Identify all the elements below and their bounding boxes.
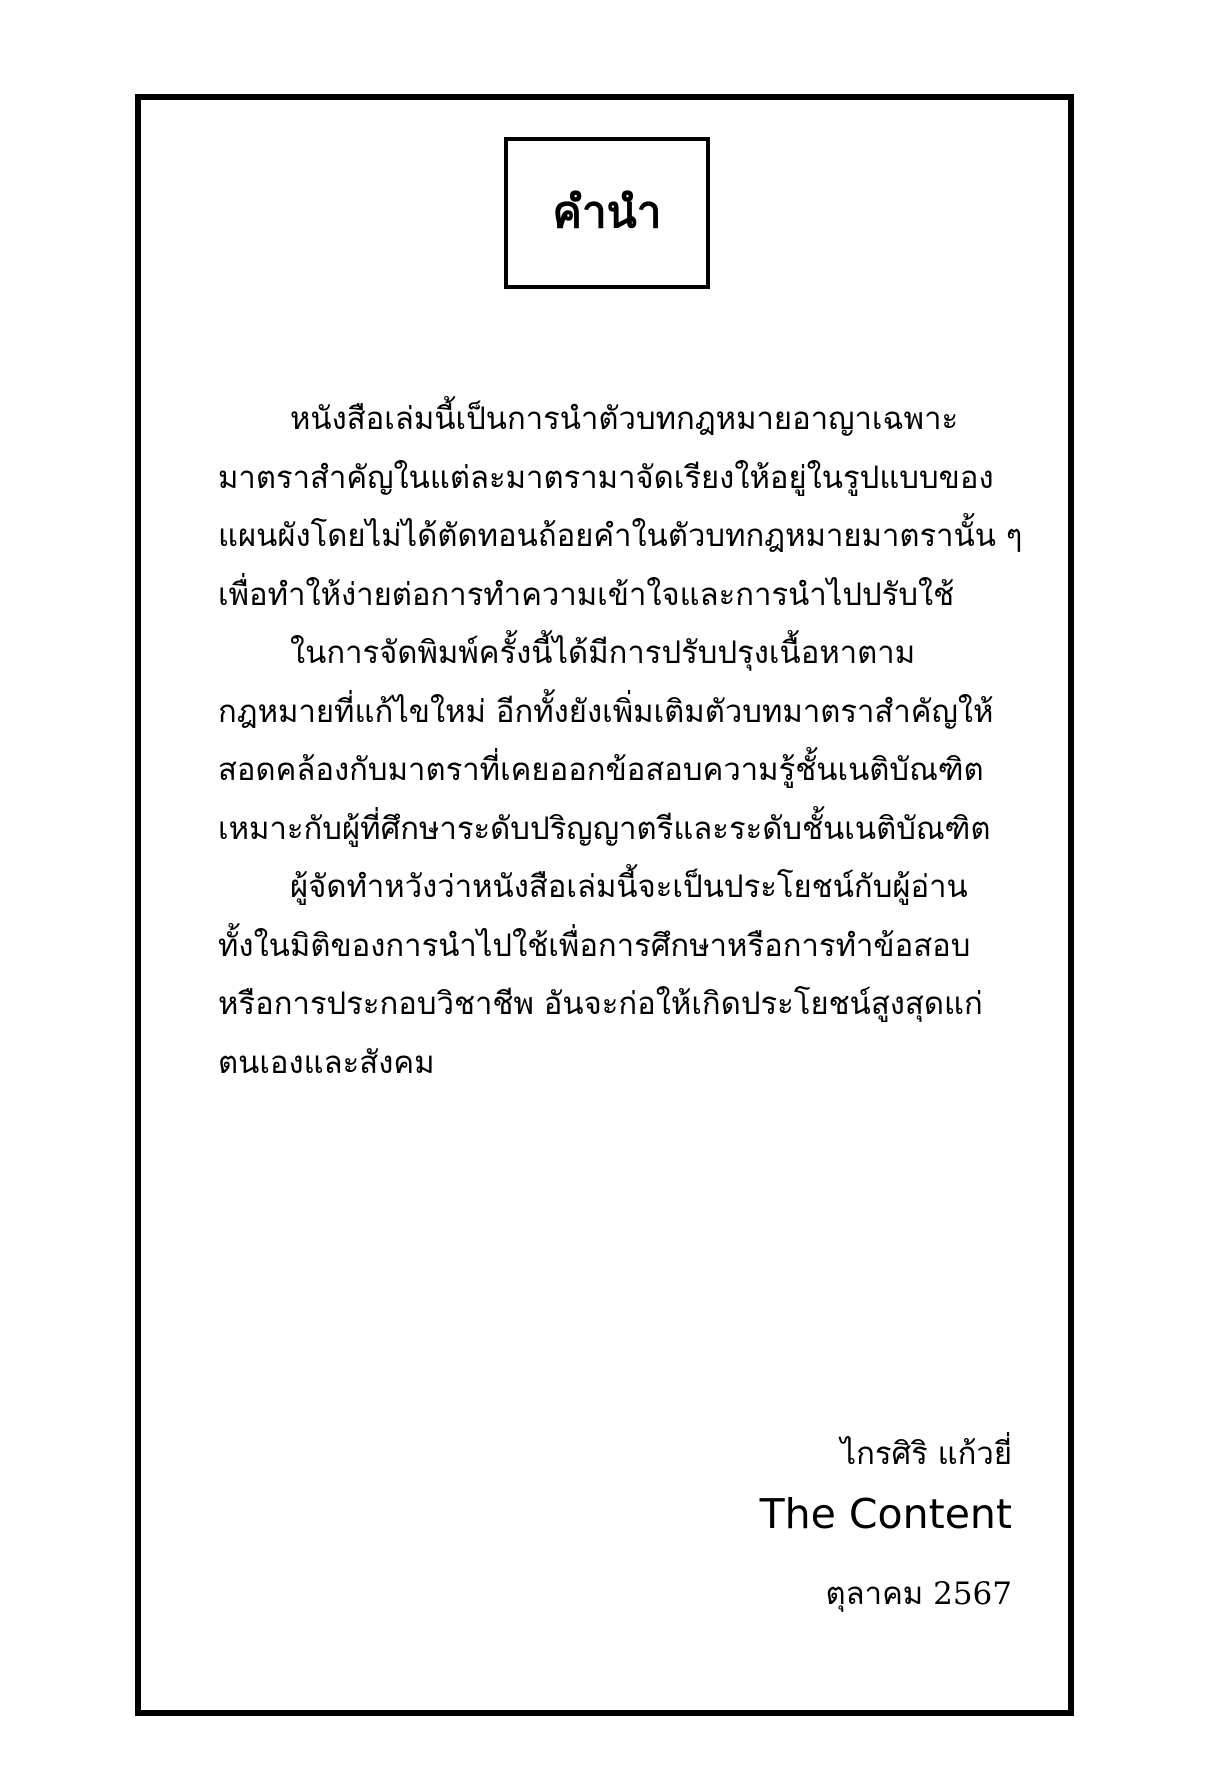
body-line: หนังสือเล่มนี้เป็นการนำตัวบทกฎหมายอาญาเฉพาะ <box>290 401 959 437</box>
body-line: หรือการประกอบวิชาชีพ อันจะก่อให้เกิดประโยชน์สูงสุดแก่ <box>218 986 983 1022</box>
body-line: ทั้งในมิติของการนำไปใช้เพื่อการศึกษาหรือการทำข้อสอบ <box>218 927 971 964</box>
author-name: ไกรศิริ แก้วยี่ <box>840 1436 1012 1472</box>
body-line: ในการจัดพิมพ์ครั้งนี้ได้มีการปรับปรุงเนื้อหาตาม <box>290 635 916 671</box>
signature-date: ตุลาคม 2567 <box>825 1576 1012 1612</box>
body-line: เพื่อทำให้ง่ายต่อการทำความเข้าใจและการนำไปปรับใช้ <box>218 576 955 613</box>
title-box <box>504 137 710 289</box>
body-line: กฎหมายที่แก้ไขใหม่ อีกทั้งยังเพิ่มเติมตัวบทมาตราสำคัญให้ <box>218 693 994 730</box>
body-line: แผนผังโดยไม่ได้ตัดทอนถ้อยคำในตัวบทกฎหมายมาตรานั้น ๆ <box>218 518 1023 554</box>
body-line: เหมาะกับผู้ที่ศึกษาระดับปริญญาตรีและระดับชั้นเนติบัณฑิต <box>218 810 991 847</box>
body-line: มาตราสำคัญในแต่ละมาตรามาจัดเรียงให้อยู่ในรูปแบบของ <box>218 459 994 496</box>
preface-body <box>218 390 1023 1092</box>
body-line: ตนเองและสังคม <box>218 1044 435 1081</box>
page-title: คำนำ <box>552 187 662 238</box>
body-line: ผู้จัดทำหวังว่าหนังสือเล่มนี้จะเป็นประโยชน์กับผู้อ่าน <box>290 869 968 905</box>
author-organization: The Content <box>759 1490 1012 1538</box>
body-line: สอดคล้องกับมาตราที่เคยออกข้อสอบความรู้ชั้นเนติบัณฑิต <box>218 752 984 788</box>
